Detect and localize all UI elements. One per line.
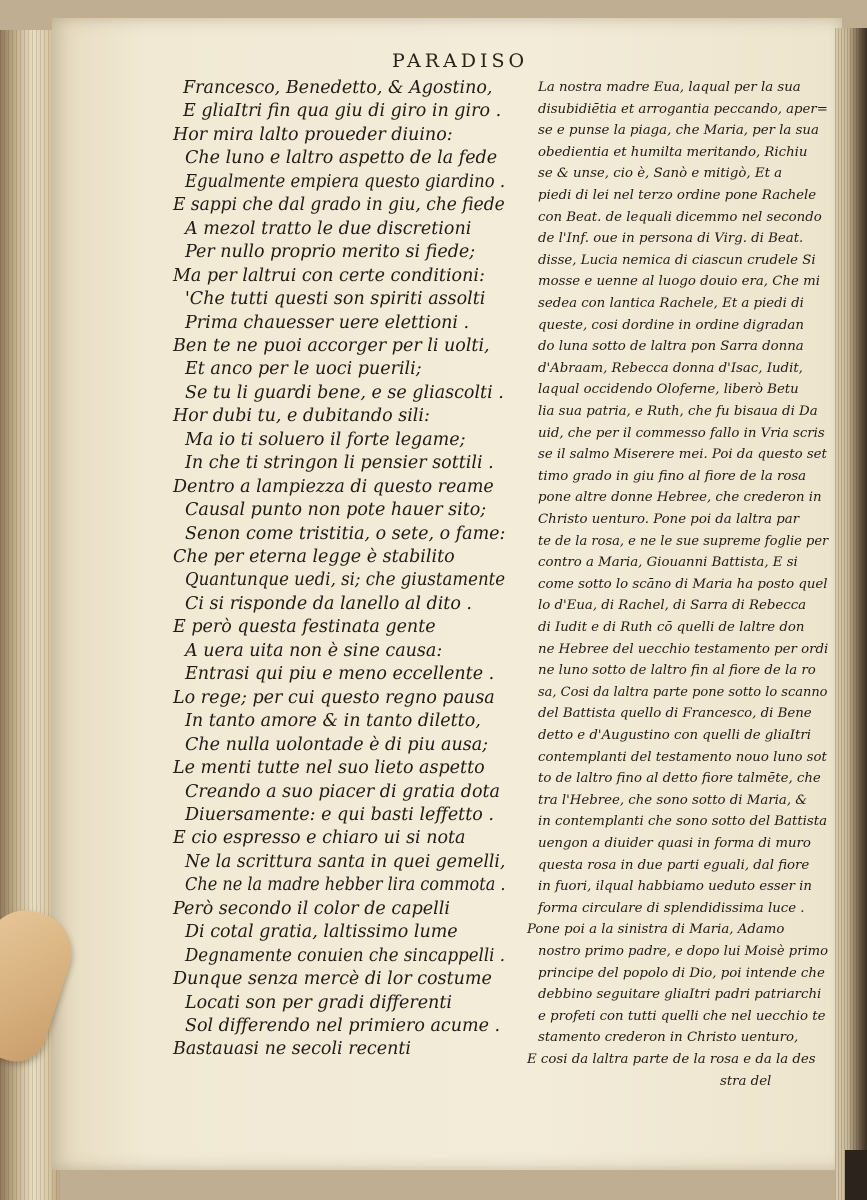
commentary-line: se e punse la piaga, che Maria, per la sua [538,123,819,139]
commentary-line: e profeti con tutti quelli che nel uecchio te [538,1008,826,1024]
verse-line: Le menti tutte nel suo lieto aspetto [173,758,485,779]
commentary-line: lia sua patria, e Ruth, che fu bisaua di Da [538,404,818,419]
commentary-line: detto e d'Augustino con quelli de gliaItri [538,728,811,743]
verse-line: Lo rege; per cui questo regno pausa [173,687,495,708]
verse-line: Che ne la madre hebber lira commota . [185,875,506,896]
verse-line: 'Che tutti questi son spiriti assolti [185,289,486,310]
verse-line: Francesco, Benedetto, & Agostino, [183,78,493,98]
commentary-line: disse, Lucia nemica di ciascun crudele Si [538,252,816,268]
commentary-line: de l'Inf. oue in persona di Virg. di Beat. [538,231,804,247]
commentary-line: Pone poi a la sinistra di Maria, Adamo [527,922,785,938]
commentary-line: sedea con lantica Rachele, Et a piedi di [538,296,804,311]
commentary-line: Christo uenturo. Pone poi da laltra par [538,512,800,527]
commentary-line: forma circulare di splendidissima luce . [538,900,805,916]
commentary-line: sa, Cosi da laltra parte pone sotto lo scanno [538,684,828,700]
commentary-line: piedi di lei nel terzo ordine pone Rachele [538,188,817,203]
commentary-line: to de laltro fino al detto fiore talmēte, che [538,771,821,787]
verse-line: Degnamente conuien che sincappelli . [185,945,505,966]
commentary-line: in fuori, ilqual habbiamo ueduto esser in [538,879,812,895]
commentary-line: nostro primo padre, e dopo lui Moisè primo [538,944,828,959]
verse-line: Diuersamente: e qui basti leffetto . [185,804,494,825]
verse-line: Ma io ti soluero il forte legame; [185,429,466,450]
commentary-line: debbino seguitare gliaItri padri patriarchi [538,987,822,1003]
commentary-line: timo grado in giu fino al fiore de la rosa [538,468,807,484]
commentary-line: disubidiētia et arrogantia peccando, aper= [538,101,828,117]
commentary-line: con Beat. de lequali dicemmo nel secondo [538,209,822,225]
commentary-line: pone altre donne Hebree, che crederon in [538,490,822,506]
verse-line: Ne la scrittura santa in quei gemelli, [185,851,506,872]
commentary-line: di Iudit e di Ruth cō quelli de laltre don [538,620,805,635]
commentary-line: contemplanti del testamento nouo luno sot [538,749,827,765]
verse-line: E cio espresso e chiaro ui si nota [173,828,466,849]
commentary-line: come sotto lo scāno di Maria ha posto quel [538,576,828,592]
commentary-line: questa rosa in due parti eguali, dal fiore [538,857,810,873]
verse-line: Che nulla uolontade è di piu ausa; [185,734,489,755]
verse-line: Sol differendo nel primiero acume . [185,1016,501,1036]
commentary-line: La nostra madre Eua, laqual per la sua [538,80,801,95]
commentary-line: uid, che per il commesso fallo in Vria scris [538,425,825,441]
verse-line: A uera uita non è sine causa: [185,640,443,661]
verse-line: Dentro a lampiezza di questo reame [173,476,494,497]
commentary-line: mosse e uenne al luogo douio era, Che mi [538,274,820,290]
commentary-line: te de la rosa, e ne le sue supreme foglie per [538,533,829,549]
verse-line: Causal punto non pote hauer sito; [185,500,487,521]
verse-line: E però questa festinata gente [173,617,436,638]
commentary-line: lo d'Eua, di Rachel, di Sarra di Rebecca [538,598,807,614]
verse-line: Hor dubi tu, e dubitando sili: [173,406,430,427]
verse-line: Per nullo proprio merito si fiede; [185,242,476,263]
verse-line: In tanto amore & in tanto diletto, [185,711,481,732]
commentary-line: stamento crederon in Christo uenturo, [538,1030,799,1046]
verse-line: Che luno e laltro aspetto de la fede [185,148,498,169]
right-page-edges [835,28,867,1200]
commentary-line: do luna sotto de laltra pon Sarra donna [538,339,804,355]
verse-line: Egualmente empiera questo giardino . [185,171,506,192]
commentary-line: se il salmo Miserere mei. Poi da questo set [538,447,827,463]
verse-line: Senon come tristitia, o sete, o fame: [185,523,506,544]
commentary-line: queste, cosi dordine in ordine digradan [538,317,804,333]
verse-line: Di cotal gratia, laltissimo lume [185,922,458,943]
commentary-line: ne luno sotto de laltro fin al fiore de la ro [538,663,816,679]
verse-line: Quantunque uedi, si; che giustamente [185,570,506,591]
verse-line: Ma per laltrui con certe conditioni: [173,265,485,286]
commentary-line: uengon a diuider quasi in forma di muro [538,836,811,851]
commentary-line: principe del popolo di Dio, poi intende che [538,965,825,981]
commentary-line: se & unse, cio è, Sanò e mitigò, Et a [538,166,783,182]
verse-line: Però secondo il color de capelli [173,898,450,919]
verse-line: E gliaItri fin qua giu di giro in giro . [183,101,502,122]
verse-line: Prima chauesser uere elettioni . [185,312,470,333]
verse-line: Bastauasi ne secoli recenti [173,1039,411,1060]
verse-line: Locati son per gradi differenti [185,992,452,1013]
commentary-line: in contemplanti che sono sotto del Battista [538,814,828,830]
verse-line: Hor mira lalto proueder diuino: [173,124,453,145]
commentary-line: contro a Maria, Giouanni Battista, E si [538,555,798,571]
verse-line: Se tu li guardi bene, e se gliascolti . [185,382,504,403]
commentary-line: ne Hebree del uecchio testamento per ordi [538,641,829,657]
commentary-line: obedientia et humilta meritando, Richiu [538,144,808,160]
commentary-line: E cosi da laltra parte de la rosa e da la des [527,1052,816,1067]
running-head: PARADISO [392,50,529,72]
verse-line: Dunque senza mercè di lor costume [173,969,492,990]
commentary-line: laqual occidendo Oloferne, liberò Betu [538,382,799,398]
commentary-line: del Battista quello di Francesco, di Bene [538,706,812,722]
verse-line: Ben te ne puoi accorger per li uolti, [173,335,490,356]
verse-line: Et anco per le uoci puerili; [185,359,422,380]
verse-line: Creando a suo piacer di gratia dota [185,781,500,802]
verse-line: In che ti stringon li pensier sottili . [185,453,494,474]
book-corner-shadow [845,1150,867,1200]
commentary-line: stra del [720,1073,772,1089]
commentary-line: tra l'Hebree, che sono sotto di Maria, & [538,792,808,808]
verse-line: Ci si risponde da lanello al dito . [185,593,472,614]
verse-line: Che per eterna legge è stabilito [173,547,455,567]
commentary-line: d'Abraam, Rebecca donna d'Isac, Iudit, [538,360,803,376]
verse-line: A mezol tratto le due discretioni [185,218,472,239]
verse-line: E sappi che dal grado in giu, che fiede [173,195,505,216]
verse-line: Entrasi qui piu e meno eccellente . [185,664,495,685]
